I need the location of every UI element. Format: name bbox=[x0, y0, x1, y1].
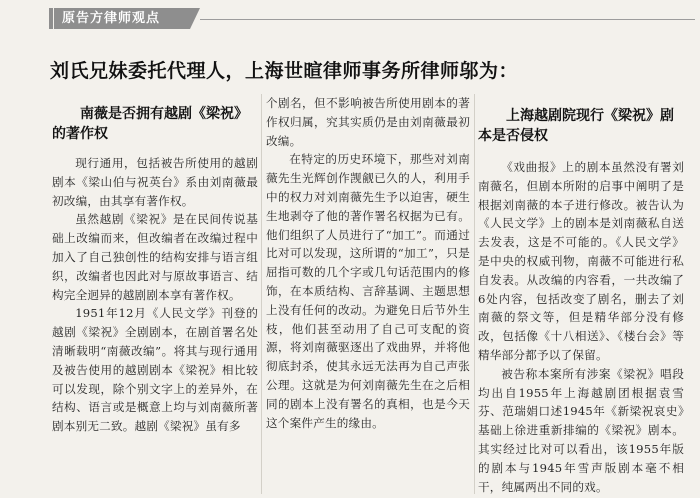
column-2-paragraph-1: 个剧名，但不影响被告所使用剧本的著作权归属，究其实质仍是由刘南薇最初改编。 bbox=[266, 96, 470, 148]
column-2 bbox=[266, 94, 470, 432]
column-1 bbox=[52, 94, 258, 436]
column-3-subhead: 上海越剧院现行《梁祝》剧本是否侵权 bbox=[478, 108, 674, 144]
headline: 刘氏兄妹委托代理人，上海世暄律师事务所律师邬为： bbox=[50, 60, 519, 82]
column-3 bbox=[478, 94, 684, 496]
column-1-paragraph-2: 虽然越剧《梁祝》是在民间传说基础上改编而来，但改编者在改编过程中加入了自己独创性的结构安排与语言组织，改编者也因此对与原故事语言、结构完全迥异的越剧剧本享有著作权。 bbox=[52, 212, 258, 302]
column-3-paragraph-2: 被告称本案所有涉案《梁祝》唱段均出自1955年上海越剧团根据袁雪芬、范瑞娟口述1945年《新梁祝哀史》基础上徐进重新排编的《梁祝》剧本。其实经过比对可以看出，该1955年版的剧本与1945年雪声版剧本毫不相干，纯属两出不同的戏。 bbox=[478, 366, 684, 494]
column-1-paragraph-1: 现行通用，包括被告所使用的越剧剧本《梁山伯与祝英台》系由刘南薇最初改编，由其享有著作权。 bbox=[52, 156, 258, 208]
column-1-paragraph-3: 1951年12月《人民文学》刊登的越剧《梁祝》全剧剧本，在剧首署名处清晰载明“南薇改编”。将其与现行通用及被告使用的越剧剧本《梁祝》相比较可以发现，除个别文字上的差异外，在结构、语言或是概意上均与刘南薇所著剧本别无二致。越剧《梁祝》虽有多 bbox=[52, 306, 258, 434]
section-tag: 原告方律师观点 bbox=[54, 8, 190, 29]
top-divider bbox=[200, 19, 695, 20]
column-divider-2 bbox=[474, 94, 475, 494]
column-2-paragraph-2: 在特定的历史环境下，那些对刘南薇先生光辉创作觊觎已久的人，利用手中的权力对刘南薇先生予以迫害，硬生生地剥夺了他的著作署名权据为已有。他们组织了人员进行了“加工”。而通过比对可以发现，这所谓的“加工”，只是屈指可数的几个字或几句话范围内的修饰，在本质结构、言辞基调、主题思想上没有任何的改动。为避免日后节外生枝，他们甚至动用了自己可支配的资源，将刘南薇驱逐出了戏曲界，并将他彻底封杀，使其永远无法再为自己声张公理。这就是为何刘南薇先生在之后相同的剧本上没有署名的真相，也是今天这个案件产生的缘由。 bbox=[266, 152, 470, 430]
column-1-subhead: 南薇是否拥有越剧《梁祝》的著作权 bbox=[52, 106, 248, 142]
column-divider-1 bbox=[261, 94, 262, 494]
column-3-paragraph-1: 《戏曲报》上的剧本虽然没有署刘南薇名，但剧本所附的启事中阐明了是根据刘南薇的本子进行修改。被告认为《人民文学》上的剧本是刘南薇私自送去发表，这是不可能的。《人民文学》是中央的权威刊物，南薇不可能进行私自发表。从改编的内容看，一共改编了6处内容，包括改变了剧名，删去了刘南薇的祭文等，但是精华部分没有修改，包括像《十八相送》、《楼台会》等精华部分都予以了保留。 bbox=[478, 160, 684, 362]
